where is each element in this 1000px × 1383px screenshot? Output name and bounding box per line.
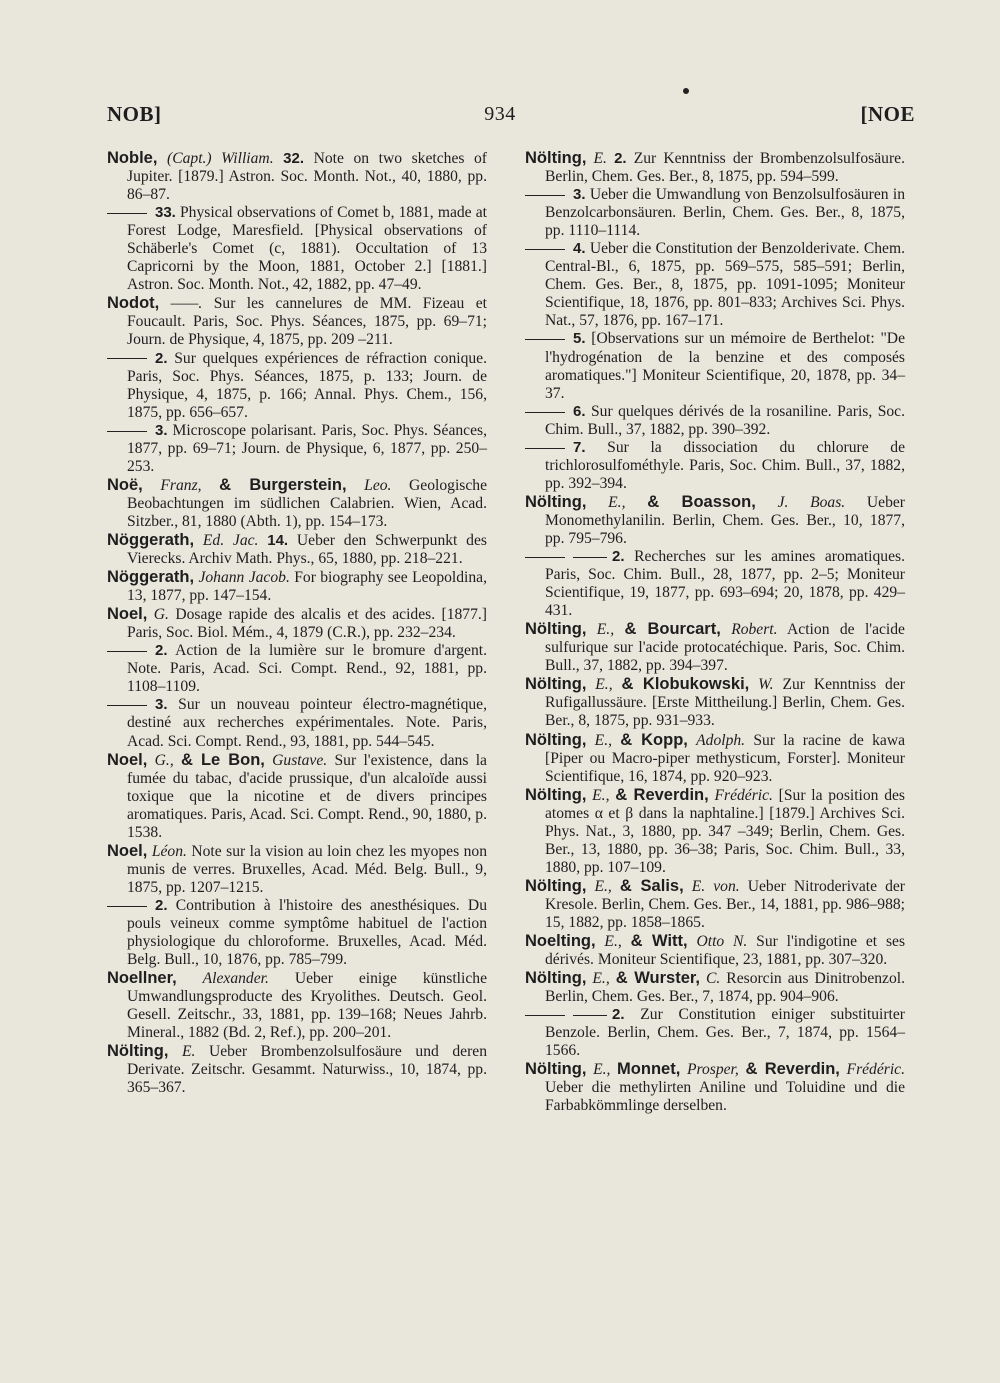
author-forename: E., <box>594 877 612 895</box>
bibliography-entry <box>525 1006 905 1060</box>
ink-dot <box>683 88 689 94</box>
entry-text: Geologische Beobachtungen im südlichen Calabrien. Wien, Acad. Sitzber., 81, 1880 (Abth. 1), pp. 154–173. <box>127 476 487 530</box>
bibliography-entry <box>107 531 487 568</box>
bibliography-entry <box>525 932 905 969</box>
continuation-dash <box>107 651 147 652</box>
bibliography-entry <box>525 731 905 786</box>
header-right-guide: [NOE <box>860 102 915 126</box>
bibliography-entry <box>107 696 487 750</box>
bibliography-entry <box>107 642 487 696</box>
author-forename: E., <box>608 493 626 511</box>
author-forename: Alexander. <box>202 970 269 988</box>
entry-text: Sur l'indigotine et ses dérivés. Moniteur Scientifique, 23, 1881, pp. 307–320. <box>545 933 906 969</box>
author-surname: Nölting, <box>525 675 587 694</box>
left-column <box>107 149 487 1097</box>
author-surname: Noelting, <box>525 932 596 951</box>
paper-number: 3. <box>573 186 586 204</box>
coauthor-surname: & Bourcart, <box>624 620 721 639</box>
bibliography-entry <box>107 476 487 531</box>
author-forename: E., <box>594 731 612 749</box>
author-forename: (Capt.) William. <box>167 150 274 167</box>
continuation-dash <box>525 448 565 449</box>
coauthor-forename: Robert. <box>731 621 778 639</box>
paper-number: 2. <box>614 150 627 167</box>
entry-text: Sur quelques dérivés de la rosaniline. Paris, Soc. Chim. Bull., 37, 1882, pp. 390–392. <box>545 402 905 438</box>
coauthor-forename: Frédéric. <box>846 1061 906 1079</box>
bibliography-entry <box>525 877 905 932</box>
entry-text: Ueber einige künstliche Umwandlungsproducte des Kryolithes. Deutsch. Geol. Gesell. Zeitschr., 33, 1881, pp. 139–168; Neues Jahrb. Mineral., 1882 (Bd. 2, Ref.), pp. 200–201. <box>127 970 487 1042</box>
author-forename: E. <box>593 150 607 167</box>
author-forename: ——. <box>170 295 203 313</box>
entry-text: Contribution à l'histoire des anesthésiques. Du pouls veineux comme symptôme habituel de l'action physiologique du chloroforme. Bruxelles, Acad. Méd. Belg. Bull., 10, 1876, pp. 785–799. <box>127 896 487 969</box>
bibliography-entry <box>107 1042 487 1097</box>
bibliography-entry <box>525 786 905 877</box>
author-surname: Nölting, <box>525 149 587 167</box>
bibliography-entry <box>107 897 487 969</box>
coauthor-surname: & Reverdin, <box>615 785 709 804</box>
coauthor-forename: Frédéric. <box>714 786 773 804</box>
entry-text: Sur la dissociation du chlorure de trichlorosulfométhyle. Paris, Soc. Chim. Bull., 37, 1882, pp. 392–394. <box>545 438 905 492</box>
author-forename: G. <box>153 606 169 624</box>
continuation-dash <box>107 213 147 214</box>
author-surname: Noë, <box>107 475 143 494</box>
coauthor-forename: C. <box>706 970 721 988</box>
entry-text: Ueber die Constitution der Benzolderivate. Chem. Central-Bl., 6, 1875, pp. 569–575, 585–591; Berlin, Chem. Ges. Ber., 8, 1875, pp. 1091-1095; Moniteur Scientifique, 18, 1876, pp. 801–833; Archives Sci. Phys. Nat., 57, 1876, pp. 167–171. <box>545 240 905 330</box>
paper-number: 2. <box>155 642 168 660</box>
bibliography-entry <box>525 186 905 240</box>
entry-text: Sur quelques expériences de réfraction conique. Paris, Soc. Phys. Séances, 1875, p. 133; Journ. de Physique, 4, 1875, p. 166; Annal. Phys. Chem., 156, 1875, pp. 656–657. <box>127 349 487 421</box>
author-surname: Nölting, <box>525 620 587 639</box>
bibliography-entry <box>525 493 905 548</box>
coauthor-surname: & Kopp, <box>620 730 688 749</box>
author-surname: Noel, <box>107 841 148 860</box>
entry-text: Ueber Brombenzolsulfosäure und deren Derivate. Zeitschr. Gesammt. Naturwiss., 10, 1874, pp. 365–367. <box>127 1043 487 1097</box>
bibliography-entry <box>525 439 905 493</box>
entry-text: Action de la lumière sur le bromure d'argent. Note. Paris, Acad. Sci. Compt. Rend., 92, 1881, pp. 1108–1109. <box>127 642 487 696</box>
coauthor-forename: Prosper, <box>686 1061 739 1079</box>
author-surname: Nöggerath, <box>107 568 195 587</box>
entry-text: Microscope polarisant. Paris, Soc. Phys. Séances, 1877, pp. 69–71; Journ. de Physique, 6, 1877, pp. 250–253. <box>127 421 487 475</box>
entry-text: Zur Kenntniss der Rufigallussäure. [Erste Mittheilung.] Berlin, Chem. Ges. Ber., 8, 1875, pp. 931–933. <box>545 676 905 730</box>
author-forename: E., <box>593 1061 611 1079</box>
paper-number: 4. <box>573 240 586 258</box>
bibliography-entry <box>107 751 487 842</box>
entry-text: Ueber den Schwerpunkt des Vierecks. Archiv Math. Phys., 65, 1880, pp. 218–221. <box>127 531 487 568</box>
paper-number: 2. <box>612 1006 625 1024</box>
paper-number: 5. <box>573 330 586 348</box>
bibliography-entry <box>107 149 487 204</box>
author-surname: Noellner, <box>107 969 177 988</box>
bibliography-entry <box>107 605 487 642</box>
coauthor-surname: & Wurster, <box>615 969 701 988</box>
continuation-dash <box>525 1015 565 1016</box>
author-forename: E., <box>595 676 613 694</box>
coauthor-surname: Monnet, <box>617 1060 681 1079</box>
author-surname: Noble, <box>107 149 158 167</box>
bibliography-entry <box>107 568 487 605</box>
author-surname: Nölting, <box>525 492 587 511</box>
author-forename: Léon. <box>151 842 187 860</box>
paper-number: 2. <box>155 896 168 914</box>
continuation-dash <box>107 906 147 907</box>
coauthor-forename: Otto N. <box>696 933 748 951</box>
continuation-dash <box>573 557 607 558</box>
bibliography-entry <box>525 620 905 675</box>
coauthor-surname: & Reverdin, <box>745 1060 840 1079</box>
bibliography-entry <box>107 294 487 349</box>
coauthor-surname: & Le Bon, <box>181 750 265 769</box>
author-surname: Nölting, <box>525 785 587 804</box>
entry-text: Zur Constitution einiger substituirter Benzole. Berlin, Chem. Ges. Ber., 7, 1874, pp. 1564–1566. <box>545 1006 905 1060</box>
bibliography-entry <box>525 240 905 330</box>
entry-text: [Sur la position des atomes α et β dans la naphtaline.] [1879.] Archives Sci. Phys. Nat., 3, 1880, pp. 347 –349; Berlin, Chem. Ges. Ber., 13, 1880, pp. 36–38; Paris, Soc. Chim. Bull., 33, 1880, pp. 107–109. <box>545 786 905 876</box>
author-forename: Ed. Jac. <box>202 531 259 549</box>
bibliography-entry <box>525 1060 905 1115</box>
entry-text: Note on two sketches of Jupiter. [1879.] Astron. Soc. Month. Not., 40, 1880, pp. 86–87. <box>127 150 487 204</box>
coauthor-surname: & Witt, <box>630 932 688 951</box>
author-surname: Nölting, <box>525 876 587 895</box>
continuation-dash <box>525 249 565 250</box>
entry-text: Action de l'acide sulfurique sur l'acide protocatéchique. Paris, Soc. Chim. Bull., 37, 1882, pp. 394–397. <box>545 621 905 675</box>
author-surname: Nölting, <box>525 969 587 988</box>
coauthor-forename: Adolph. <box>696 731 746 749</box>
entry-text: Zur Kenntniss der Brombenzolsulfosäure. Berlin, Chem. Ges. Ber., 8, 1875, pp. 594–599. <box>545 150 905 186</box>
bibliography-entry <box>107 350 487 422</box>
author-surname: Nodot, <box>107 294 160 313</box>
bibliography-entry <box>107 842 487 897</box>
coauthor-surname: & Boasson, <box>647 492 756 511</box>
entry-text: Ueber die methylirten Aniline und Toluidine und die Farbabkömmlinge derselben. <box>545 1079 905 1115</box>
bibliography-entry <box>525 548 905 620</box>
continuation-dash <box>525 339 565 340</box>
continuation-dash <box>525 195 565 196</box>
paper-number: 2. <box>155 349 168 367</box>
author-surname: Noel, <box>107 605 148 624</box>
continuation-dash <box>107 358 147 359</box>
coauthor-forename: W. <box>758 676 774 694</box>
entry-text: Ueber Monomethylanilin. Berlin, Chem. Ges. Ber., 10, 1877, pp. 795–796. <box>545 493 905 547</box>
bibliography-entry <box>525 330 905 402</box>
paper-number: 7. <box>573 438 586 456</box>
coauthor-forename: Leo. <box>364 476 392 494</box>
entry-text: Dosage rapide des alcalis et des acides. [1877.] Paris, Soc. Biol. Mém., 4, 1879 (C.R.), pp. 232–234. <box>127 606 487 642</box>
author-forename: E., <box>592 970 610 988</box>
entry-text: Physical observations of Comet b, 1881, made at Forest Lodge, Maresfield. [Physical observations of Schäberle's Comet (c, 1881). Occultation of 13 Capricorni by the Moon, 1881, October 2.] [1881.] Astron. Soc. Month. Not., 42, 1882, pp. 47–49. <box>127 204 487 294</box>
bibliography-entry <box>107 204 487 294</box>
author-forename: Franz, <box>160 476 202 494</box>
coauthor-forename: J. Boas. <box>777 493 846 511</box>
bibliography-entry <box>525 403 905 439</box>
continuation-dash <box>573 1015 607 1016</box>
bibliography-entry <box>107 422 487 476</box>
entry-text: Resorcin aus Dinitrobenzol. Berlin, Chem. Ges. Ber., 7, 1874, pp. 904–906. <box>545 970 905 1006</box>
author-surname: Nöggerath, <box>107 530 195 549</box>
coauthor-surname: & Burgerstein, <box>219 475 347 494</box>
continuation-dash <box>525 412 565 413</box>
paper-number: 32. <box>283 150 305 167</box>
author-forename: E., <box>592 786 610 804</box>
author-forename: E., <box>596 621 615 639</box>
author-forename: Johann Jacob. <box>198 569 290 587</box>
entry-text: [Observations sur un mémoire de Berthelot: "De l'hydrogénation de la benzine et des composés aromatiques."] Moniteur Scientifique, 20, 1878, pp. 34–37. <box>545 330 905 402</box>
author-forename: G., <box>154 751 174 769</box>
bibliography-entry <box>525 969 905 1006</box>
entry-text: Sur les cannelures de MM. Fizeau et Foucault. Paris, Soc. Phys. Séances, 1875, pp. 69–71; Journ. de Physique, 4, 1875, pp. 209 –211. <box>127 295 487 349</box>
author-forename: E. <box>181 1043 196 1061</box>
entry-text: Sur la racine de kawa [Piper ou Macro-piper methysticum, Forster]. Moniteur Scientifique, 16, 1874, pp. 920–923. <box>545 731 906 785</box>
entry-text: Sur l'existence, dans la fumée du tabac, d'acide prussique, d'un alcaloïde aussi toxique que la nicotine et de divers principes aromatiques. Paris, Acad. Sci. Compt. Rend., 90, 1880, p. 1538. <box>127 751 487 841</box>
entry-text: Sur un nouveau pointeur électro-magnétique, destiné aux recherches expérimentales. Note. Paris, Acad. Sci. Compt. Rend., 93, 1881, pp. 544–545. <box>127 696 487 750</box>
author-forename: E., <box>604 933 622 951</box>
author-surname: Nölting, <box>525 730 587 749</box>
page-number: 934 <box>484 103 516 125</box>
coauthor-surname: & Klobukowski, <box>621 675 750 694</box>
paper-number: 2. <box>612 548 625 566</box>
bibliography-entry <box>525 675 905 730</box>
coauthor-forename: E. von. <box>691 877 740 895</box>
header-left-guide: NOB] <box>107 102 162 126</box>
continuation-dash <box>107 431 147 432</box>
entry-text: Note sur la vision au loin chez les myopes non munis de verres. Bruxelles, Acad. Méd. Belg. Bull., 9, 1875, pp. 1207–1215. <box>127 842 488 896</box>
paper-number: 6. <box>573 402 586 420</box>
continuation-dash <box>525 557 565 558</box>
paper-number: 33. <box>155 204 176 222</box>
paper-number: 14. <box>267 531 289 549</box>
entry-text: For biography see Leopoldina, 13, 1877, pp. 147–154. <box>127 569 487 605</box>
entry-text: Ueber die Umwandlung von Benzolsulfosäuren in Benzolcarbonsäuren. Berlin, Chem. Ges. Ber., 8, 1875, pp. 1110–1114. <box>545 186 905 240</box>
coauthor-forename: Gustave. <box>272 751 328 769</box>
author-surname: Nölting, <box>525 1060 587 1079</box>
paper-number: 3. <box>155 696 168 714</box>
continuation-dash <box>107 705 147 706</box>
coauthor-surname: & Salis, <box>619 876 684 895</box>
bibliography-entry <box>525 149 905 186</box>
paper-number: 3. <box>155 421 168 439</box>
bibliography-entry <box>107 969 487 1042</box>
author-surname: Nölting, <box>107 1042 169 1061</box>
author-surname: Noel, <box>107 750 148 769</box>
right-column <box>525 149 905 1115</box>
entry-text: Ueber Nitroderivate der Kresole. Berlin, Chem. Ges. Ber., 14, 1881, pp. 986–988; 15, 1882, pp. 1858–1865. <box>545 877 905 931</box>
entry-text: Recherches sur les amines aromatiques. Paris, Soc. Chim. Bull., 28, 1877, pp. 2–5; Moniteur Scientifique, 19, 1877, pp. 693–694; 20, 1878, pp. 429–431. <box>545 548 905 620</box>
